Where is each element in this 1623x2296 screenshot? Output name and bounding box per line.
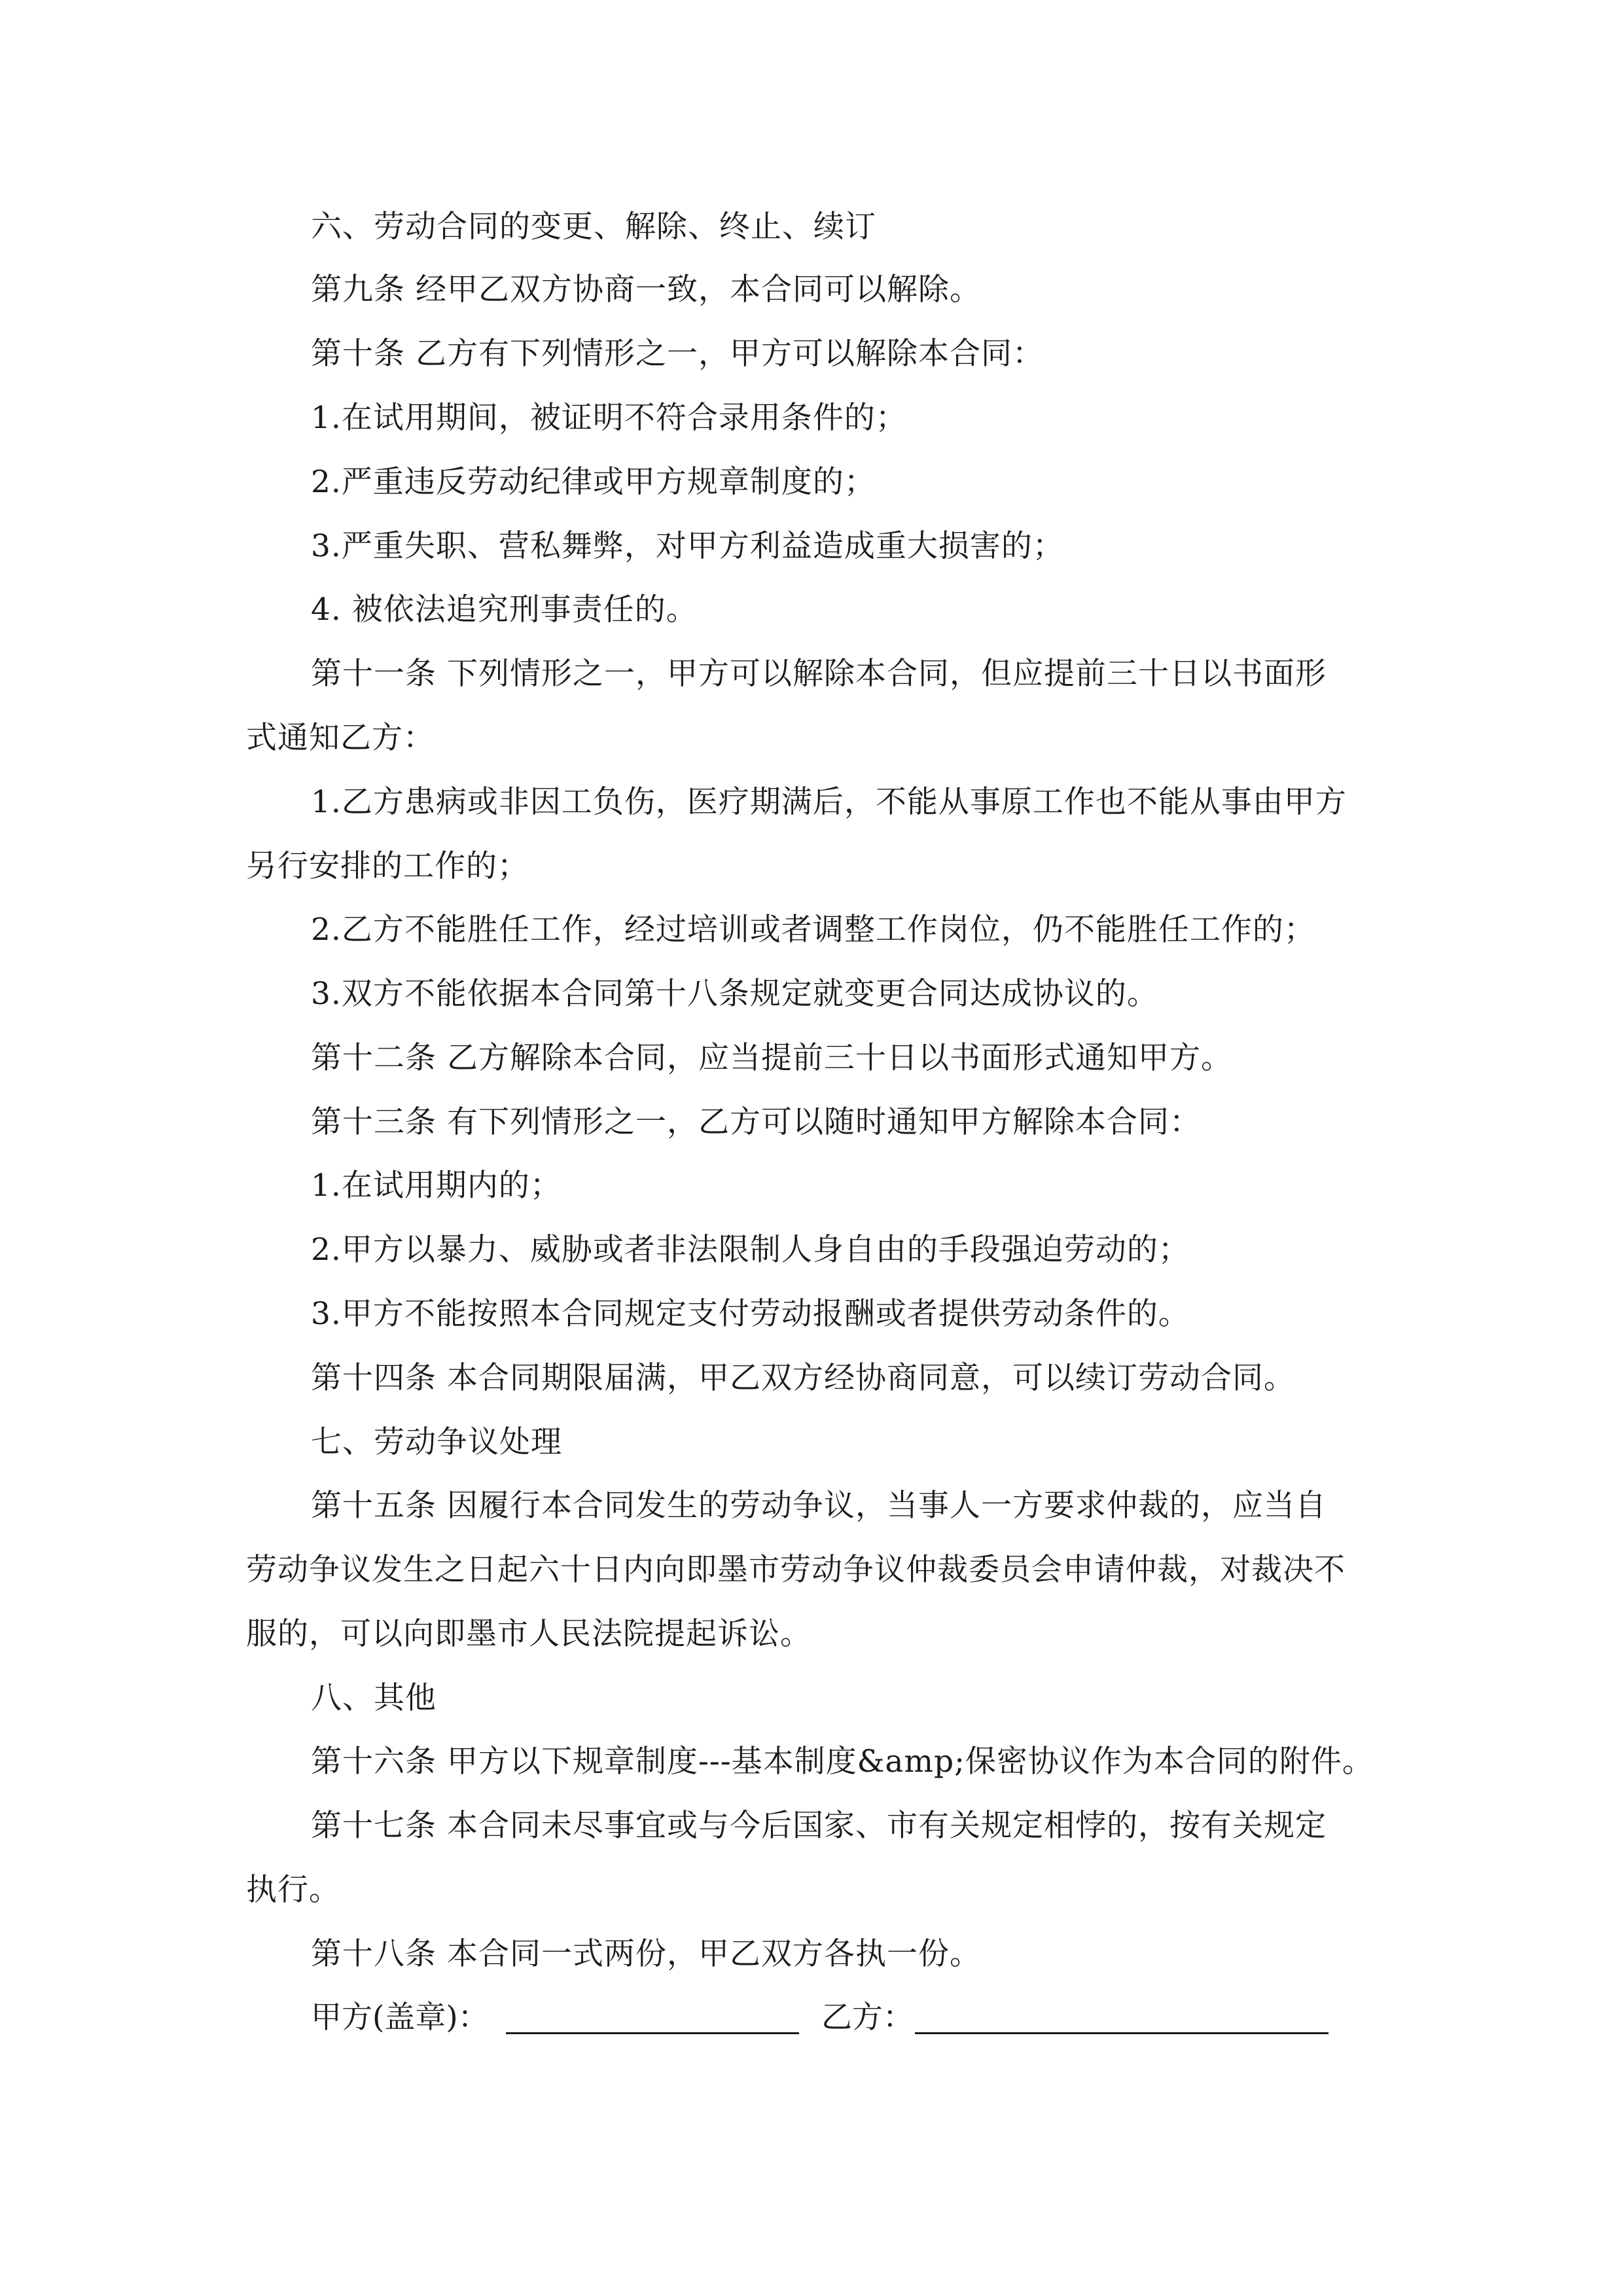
article-15-continued-1: 劳动争议发生之日起六十日内向即墨市劳动争议仲裁委员会申请仲裁，对裁决不 [246,1552,1346,1588]
article-12: 第十二条 乙方解除本合同，应当提前三十日以书面形式通知甲方。 [311,1040,1232,1076]
article-13-item-2: 2.甲方以暴力、威胁或者非法限制人身自由的手段强迫劳动的； [311,1232,1190,1268]
article-10-item-4: 4. 被依法追究刑事责任的。 [311,592,698,628]
section-heading-8: 八、其他 [311,1680,437,1716]
article-15: 第十五条 因履行本合同发生的劳动争议，当事人一方要求仲裁的，应当自 [311,1488,1327,1524]
article-11: 第十一条 下列情形之一，甲方可以解除本合同，但应提前三十日以书面形 [311,656,1327,692]
article-10-item-1: 1.在试用期间，被证明不符合录用条件的； [311,400,907,436]
article-17-continued: 执行。 [246,1872,340,1908]
article-18: 第十八条 本合同一式两份，甲乙双方各执一份。 [311,1936,981,1972]
article-16: 第十六条 甲方以下规章制度---基本制度&amp;保密协议作为本合同的附件。 [311,1744,1374,1780]
article-11-continued: 式通知乙方： [246,720,435,756]
article-11-item-2: 2.乙方不能胜任工作，经过培训或者调整工作岗位，仍不能胜任工作的； [311,912,1315,948]
article-10: 第十条 乙方有下列情形之一，甲方可以解除本合同： [311,336,1044,372]
article-11-item-1: 1.乙方患病或非因工负伤，医疗期满后，不能从事原工作也不能从事由甲方 [311,784,1347,820]
party-a-label: 甲方(盖章)： [311,2000,489,2036]
article-10-item-2: 2.严重违反劳动纪律或甲方规章制度的； [311,464,876,500]
article-15-continued-2: 服的，可以向即墨市人民法院提起诉讼。 [246,1616,812,1652]
article-13-item-1: 1.在试用期内的； [311,1168,562,1204]
section-heading-6: 六、劳动合同的变更、解除、终止、续订 [311,209,876,245]
signature-row [311,1998,1332,2037]
article-11-item-3: 3.双方不能依据本合同第十八条规定就变更合同达成协议的。 [311,976,1158,1012]
section-heading-7: 七、劳动争议处理 [311,1424,562,1460]
article-10-item-3: 3.严重失职、营私舞弊，对甲方利益造成重大损害的； [311,528,1064,564]
party-a-signature-line[interactable] [506,2032,799,2034]
article-17: 第十七条 本合同未尽事宜或与今后国家、市有关规定相悖的，按有关规定 [311,1808,1327,1844]
article-14: 第十四条 本合同期限届满，甲乙双方经协商同意，可以续订劳动合同。 [311,1360,1295,1396]
party-b-signature-line[interactable] [915,2032,1329,2034]
article-13-item-3: 3.甲方不能按照本合同规定支付劳动报酬或者提供劳动条件的。 [311,1296,1190,1332]
article-9: 第九条 经甲乙双方协商一致，本合同可以解除。 [311,272,981,308]
article-11-item-1-continued: 另行安排的工作的； [246,848,529,884]
article-13: 第十三条 有下列情形之一，乙方可以随时通知甲方解除本合同： [311,1104,1201,1140]
party-b-label: 乙方： [821,2000,914,2036]
